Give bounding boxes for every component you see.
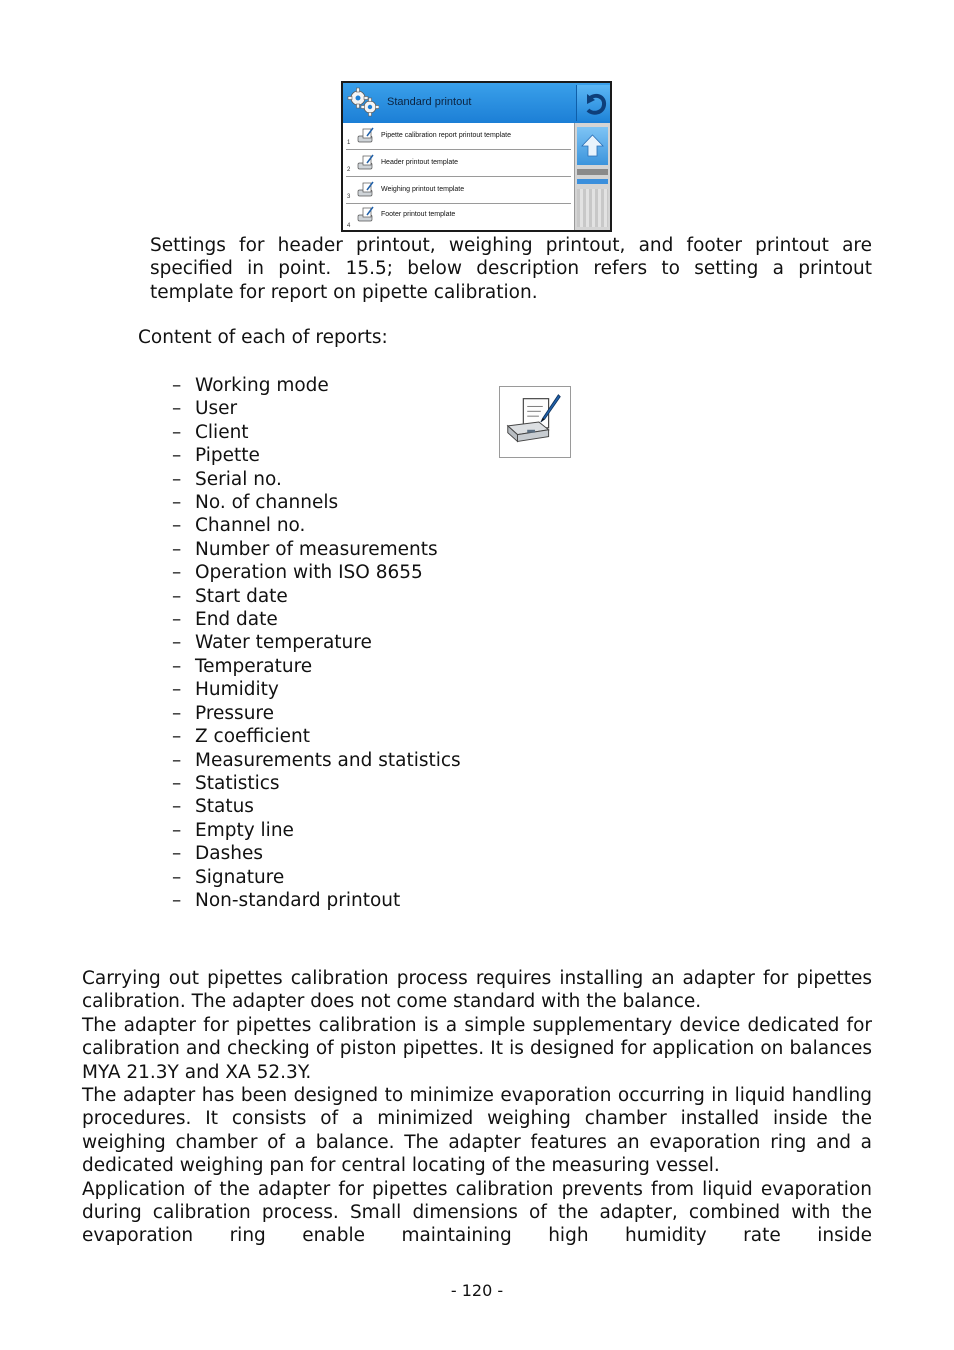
list-dash: – <box>172 819 182 841</box>
list-dash: – <box>172 679 182 701</box>
report-item-label: Signature <box>195 866 285 888</box>
list-dash: – <box>172 843 182 865</box>
body-paragraph: Application of the adapter for pipettes calibration prevents from liquid evaporation during calibration process. Small dimensions of the adapter, combined with the evaporation ring enable maintaining high humidity rate inside <box>82 1178 872 1247</box>
list-dash: – <box>172 796 182 818</box>
list-dash: – <box>172 421 182 443</box>
report-item <box>172 631 461 654</box>
report-item <box>172 397 461 420</box>
adapter-description <box>82 967 872 1248</box>
report-item-label: Measurements and statistics <box>195 749 461 771</box>
report-item-label: Status <box>195 796 254 818</box>
body-paragraph: The adapter has been designed to minimize evaporation occurring in liquid handling procedures. It consists of a minimized weighing chamber installed inside the weighing chamber of a balance. The adapter features an evaporation ring and a dedicated weighing pan for central locating of the measuring vessel. <box>82 1085 872 1177</box>
list-dash: – <box>172 632 182 654</box>
list-dash: – <box>172 702 182 724</box>
list-dash: – <box>172 749 182 771</box>
list-item-number: 4 <box>347 223 351 229</box>
list-dash: – <box>172 538 182 560</box>
content-heading: Content of each of reports: <box>138 327 388 348</box>
report-item <box>172 374 461 397</box>
report-item-label: Humidity <box>195 679 279 701</box>
intro-paragraph: Settings for header printout, weighing printout, and footer printout are specified in point. 15.5; below description refers to setting a printout template for report on pipette calibration. <box>150 235 872 303</box>
report-item-label: Z coefficient <box>195 726 310 748</box>
list-item-label: Footer printout template <box>381 211 456 218</box>
list-dash: – <box>172 515 182 537</box>
list-item-number: 1 <box>347 140 351 146</box>
report-content-list <box>172 374 461 912</box>
report-item <box>172 725 461 748</box>
page-number: - 120 - <box>450 1281 504 1300</box>
report-item-label: End date <box>195 609 278 631</box>
report-item <box>172 655 461 678</box>
list-dash: – <box>172 585 182 607</box>
report-item <box>172 889 461 912</box>
printout-template-icon <box>500 387 570 457</box>
report-item <box>172 514 461 537</box>
list-dash: – <box>172 726 182 748</box>
report-item <box>172 819 461 842</box>
report-item <box>172 491 461 514</box>
report-item <box>172 421 461 444</box>
back-button[interactable] <box>576 85 611 121</box>
settings-gears-icon <box>347 87 379 117</box>
scroll-thumb-indicator <box>577 179 608 184</box>
report-item-label: Empty line <box>195 819 294 841</box>
list-dash: – <box>172 655 182 677</box>
report-item-label: Start date <box>195 585 288 607</box>
report-item-label: Non-standard printout <box>195 889 401 911</box>
list-dash: – <box>172 866 182 888</box>
list-item[interactable] <box>343 204 574 230</box>
scroll-up-button[interactable] <box>577 127 608 165</box>
standard-printout-screen <box>341 81 612 232</box>
list-dash: – <box>172 445 182 467</box>
printer-template-icon <box>356 127 376 145</box>
list-item-number: 2 <box>347 167 351 173</box>
report-item-label: No. of channels <box>195 492 339 514</box>
body-paragraph: Carrying out pipettes calibration process requires installing an adapter for pipettes calibration. The adapter does not come standard with the balance. <box>82 968 872 1013</box>
report-item-label: Temperature <box>195 655 313 677</box>
report-item <box>172 772 461 795</box>
report-item <box>172 842 461 865</box>
report-item-label: Statistics <box>195 772 280 794</box>
list-dash: – <box>172 889 182 911</box>
list-dash: – <box>172 492 182 514</box>
screen-header <box>343 83 610 123</box>
printer-template-icon <box>356 206 376 224</box>
report-item-label: Operation with ISO 8655 <box>195 562 423 584</box>
report-item-label: User <box>195 398 238 420</box>
scroll-thumb[interactable] <box>577 169 608 175</box>
report-item <box>172 538 461 561</box>
report-item <box>172 585 461 608</box>
screen-title: Standard printout <box>387 96 472 108</box>
scroll-track[interactable] <box>577 189 608 227</box>
printer-template-icon <box>356 154 376 172</box>
printer-template-icon-box <box>499 386 571 458</box>
report-item <box>172 749 461 772</box>
report-item-label: Serial no. <box>195 468 282 490</box>
list-dash: – <box>172 562 182 584</box>
report-item <box>172 795 461 818</box>
report-item-label: Dashes <box>195 843 263 865</box>
report-item-label: Pressure <box>195 702 274 724</box>
list-item[interactable] <box>343 123 574 150</box>
list-item-label: Weighing printout template <box>381 186 465 193</box>
scrollbar[interactable] <box>574 123 611 230</box>
printer-template-icon <box>356 181 376 199</box>
report-item <box>172 702 461 725</box>
report-item-label: Client <box>195 421 249 443</box>
report-item <box>172 468 461 491</box>
template-list <box>343 123 574 230</box>
report-item-label: Channel no. <box>195 515 306 537</box>
list-item[interactable] <box>343 177 574 204</box>
report-item-label: Number of measurements <box>195 538 438 560</box>
list-dash: – <box>172 375 182 396</box>
list-item-label: Header printout template <box>381 159 459 166</box>
report-item-label: Working mode <box>195 375 329 396</box>
report-item <box>172 608 461 631</box>
report-item <box>172 444 461 467</box>
list-dash: – <box>172 772 182 794</box>
report-item <box>172 866 461 889</box>
body-paragraph: The adapter for pipettes calibration is a simple supplementary device dedicated for calibration and checking of piston pipettes. It is designed for application on balances MYA 21.3Y and XA 52.3Y. <box>82 1014 872 1083</box>
list-dash: – <box>172 398 182 420</box>
list-item-number: 3 <box>347 194 351 200</box>
report-item-label: Water temperature <box>195 632 372 654</box>
report-item <box>172 561 461 584</box>
back-arrow-icon <box>577 85 611 121</box>
list-item-label: Pipette calibration report printout template <box>381 132 511 139</box>
report-item-label: Pipette <box>195 445 260 467</box>
report-item <box>172 678 461 701</box>
list-dash: – <box>172 609 182 631</box>
list-dash: – <box>172 468 182 490</box>
arrow-up-icon <box>577 127 608 165</box>
list-item[interactable] <box>343 150 574 177</box>
